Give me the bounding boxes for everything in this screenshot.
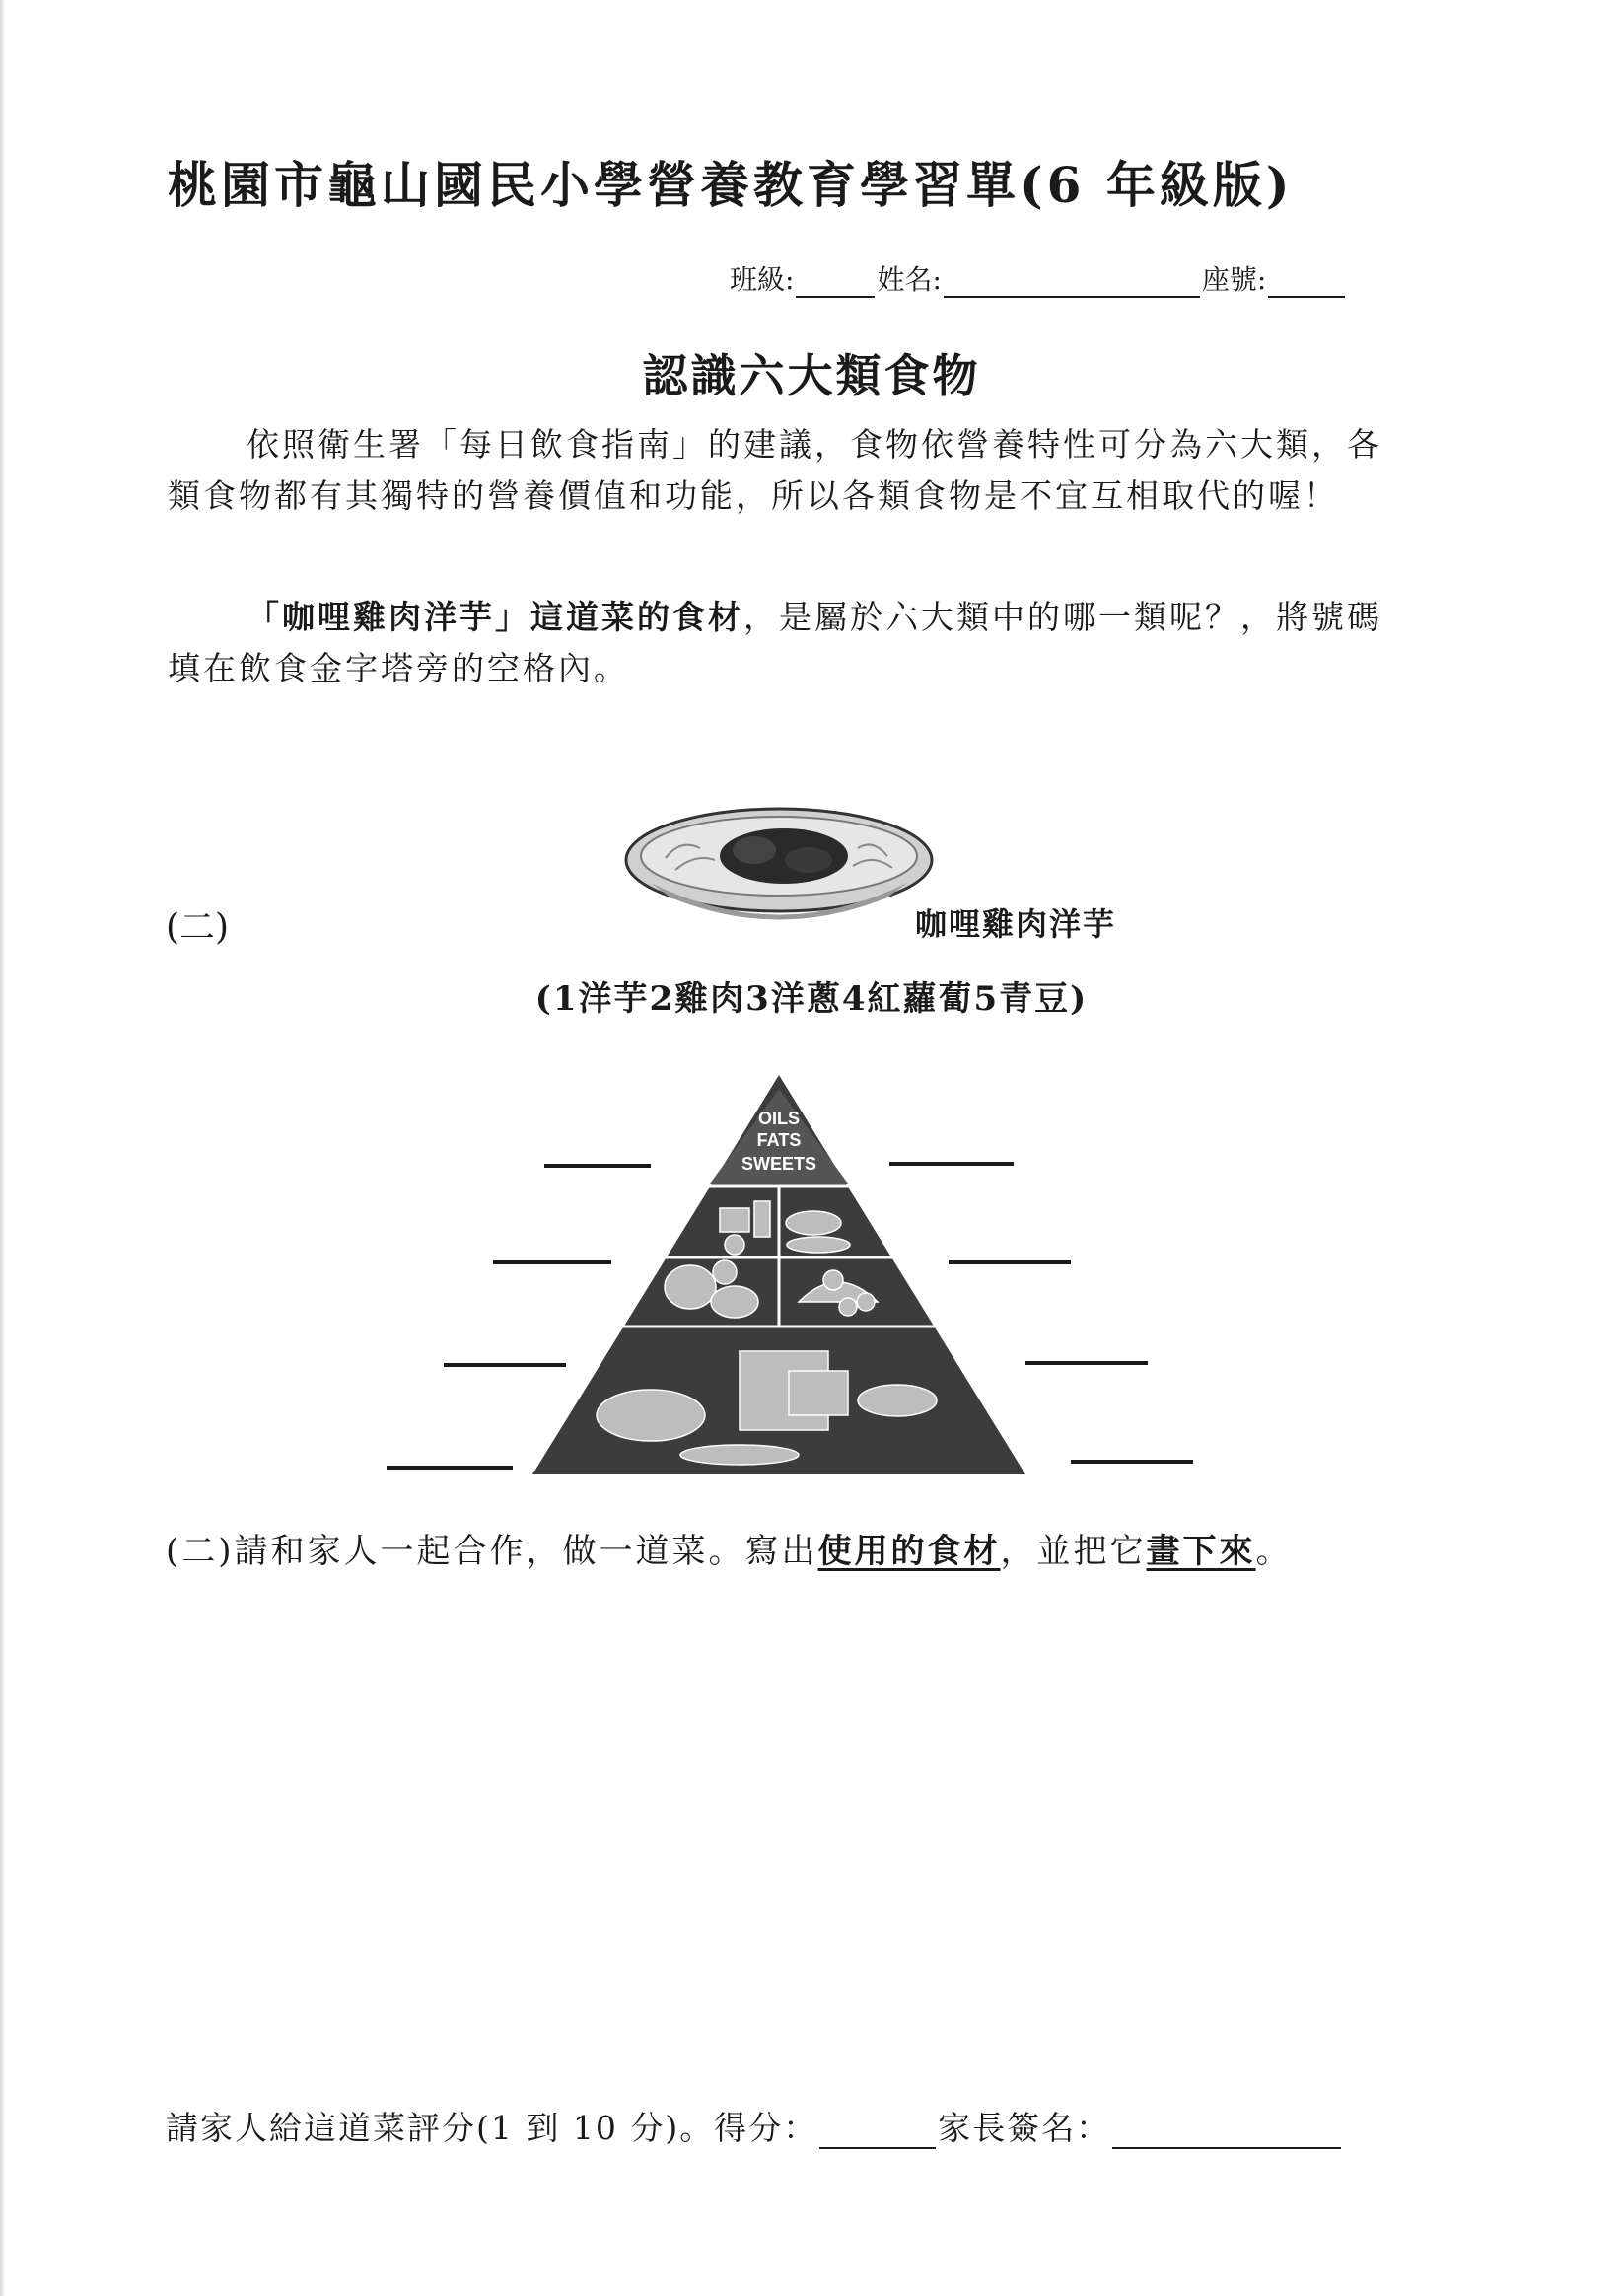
- parent-signature-blank[interactable]: [1112, 2116, 1341, 2149]
- student-info-line: [730, 258, 1410, 298]
- ingredient-options: (1洋芋2雞肉3洋蔥4紅蘿蔔5青豆): [534, 979, 1089, 1019]
- question-paragraph: [168, 592, 1410, 694]
- answer-line-fruit-right[interactable]: [1025, 1361, 1148, 1365]
- class-label: 班級:: [730, 263, 795, 296]
- rating-line: [166, 2103, 1410, 2149]
- task-two-ingredients-emphasis: 使用的食材: [817, 1532, 1001, 1571]
- section-mark: (二): [166, 907, 230, 948]
- worksheet-title: 桃園市龜山國民小學營養教育學習單(6 年級版): [168, 156, 1294, 214]
- task-two-draw-emphasis: 畫下來: [1146, 1532, 1256, 1571]
- answer-line-oils-right[interactable]: [889, 1162, 1014, 1166]
- score-blank[interactable]: [819, 2116, 936, 2149]
- parent-signature-label: 家長簽名：: [938, 2109, 1111, 2147]
- answer-line-protein-right[interactable]: [949, 1260, 1071, 1264]
- dish-quote: 「咖哩雞肉洋芋」這道菜的食材: [247, 598, 743, 636]
- curry-dish-image: [621, 799, 937, 937]
- seat-blank[interactable]: [1268, 268, 1345, 298]
- pyramid-oils-text: OILS: [757, 1109, 801, 1128]
- answer-line-milk-left[interactable]: [493, 1260, 611, 1264]
- answer-line-grain-left[interactable]: [387, 1466, 513, 1470]
- answer-line-grain-right[interactable]: [1071, 1460, 1193, 1464]
- pyramid-sweets-text: SWEETS: [741, 1154, 817, 1174]
- rating-text: 請家人給這道菜評分(1 到 10 分)。得分：: [166, 2109, 818, 2147]
- class-blank[interactable]: [796, 268, 875, 298]
- food-pyramid: [523, 1065, 1035, 1479]
- section-subtitle: 認識六大類食物: [642, 349, 981, 402]
- answer-line-oils-left[interactable]: [544, 1164, 651, 1168]
- task-two-suffix: 。: [1255, 1532, 1293, 1571]
- answer-line-vegetable-left[interactable]: [444, 1363, 566, 1367]
- pyramid-fats-text: FATS: [756, 1130, 802, 1150]
- intro-paragraph: 依照衛生署「每日飲食指南」的建議，食物依營養特性可分為六大類，各類食物都有其獨特的營養價值和功能，所以各類食物是不宜互相取代的喔！: [168, 425, 1382, 515]
- name-blank[interactable]: [944, 268, 1200, 298]
- task-two-prefix: (二)請和家人一起合作，做一道菜。寫出: [166, 1532, 818, 1571]
- task-two-instruction: [166, 1524, 1293, 1572]
- dish-name: 咖哩雞肉洋芋: [915, 905, 1117, 943]
- name-label: 姓名:: [877, 263, 942, 296]
- seat-label: 座號:: [1201, 263, 1267, 296]
- question-rest: ，是屬於六大類中的哪一類呢？，將號碼填在飲食金字塔旁的空格內。: [168, 598, 1382, 687]
- task-two-mid: ，並把它: [1000, 1532, 1147, 1571]
